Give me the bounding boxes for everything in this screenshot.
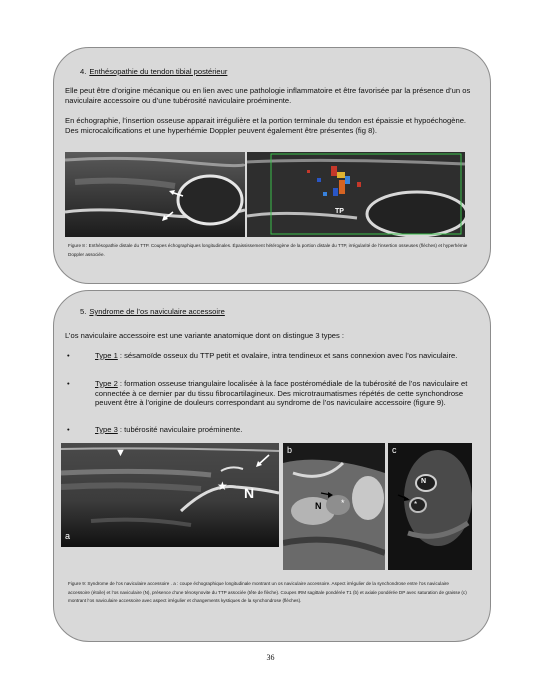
section-4-heading <box>80 67 227 76</box>
bullet-type-3-text: : tubérosité naviculaire proéminente. <box>117 425 243 434</box>
section-5-intro: L’os naviculaire accessoire est une variante anatomique dont on distingue 3 types : <box>65 331 345 340</box>
bullet-type-1 <box>67 351 480 361</box>
figure-9a-n-label: N <box>244 485 255 501</box>
figure-9-caption: Figure 9: Syndrome de l’os naviculaire accessoire . a : coupe échographique longitudinale montrant un os naviculaire accessoire. Aspect irrégulier de la synchondrose entre l’os naviculaire accessoire (étoile) et l’os naviculaire (N), présence d’une ténosynovite du TTP associée (tête de flèche). Coupes IRM sagittale pondérée T1 (b) et axiale pondérée DP avec saturation de graisse (c) montrant l’os naviculaire accessoire avec aspect irrégulier et changements kystiques de la synchondrose (flèches). <box>68 581 467 603</box>
bullet-type-2-text: : formation osseuse triangulaire localisée à la face postéromédiale de la tubérosité de l’os naviculaire et connectée à ce dernier par du tissu fibrocartilagineux. Des microtraumatismes répétés de cette synchondrose peuvent être à l’origine de douleurs correspondant au syndrome de l’os naviculaire accessoire (figure 9). <box>95 379 468 408</box>
section-5-title: Syndrome de l’os naviculaire accessoire <box>89 307 225 316</box>
bullet-dot: • <box>67 379 70 388</box>
bullet-dot: • <box>67 425 70 434</box>
bullet-type-1-label: Type 1 <box>95 351 118 360</box>
section-5-heading <box>80 307 225 316</box>
figure-9a-star-icon: ★ <box>217 479 228 493</box>
bullet-type-1-text: : sésamoïde osseux du TTP petit et ovalaire, intra tendineux et sans connexion avec l’os naviculaire. <box>117 351 458 360</box>
figure-9a-letter: a <box>65 531 71 541</box>
bullet-dot: • <box>67 351 70 360</box>
figure-9c-mri-axial <box>388 443 472 570</box>
figure-8-ultrasound-doppler <box>247 152 465 237</box>
section-5-number: 5. <box>80 307 87 316</box>
figure-9c-n-label: N <box>421 478 427 485</box>
figure-9a-arrowhead-icon: ▼ <box>115 447 126 459</box>
section-4-title: Enthésopathie du tendon tibial postérieur <box>89 67 228 76</box>
figure-8-tp-label: TP <box>335 208 344 215</box>
figure-9c-letter: c <box>392 445 397 455</box>
section-4-paragraph-2: En échographie, l’insertion osseuse apparait irrégulière et la portion terminale du tendon est épaissie et hypoéchogène. Des microcalcifications et une hyperhémie Doppler peuvent également être présentes (fig 8). <box>65 116 467 135</box>
figure-9b-letter: b <box>287 445 293 455</box>
figure-9b-n-label: N <box>315 501 322 511</box>
figure-9b-mri-sagittal <box>283 443 385 570</box>
figure-9c-star-label: * <box>414 500 418 509</box>
bullet-type-3-label: Type 3 <box>95 425 118 434</box>
figure-8-ultrasound-left <box>65 152 245 237</box>
bullet-type-2 <box>67 379 480 408</box>
bullet-type-3 <box>67 425 480 435</box>
figure-9b-star-label: * <box>341 498 345 508</box>
section-4-paragraph-1: Elle peut être d’origine mécanique ou en lien avec une pathologie inflammatoire et être favorisée par la présence d’un os naviculaire accessoire ou d’une tubérosité naviculaire proéminente. <box>65 86 471 105</box>
figure-9a-ultrasound <box>61 443 279 547</box>
section-4-number: 4. <box>80 67 87 76</box>
page-number: 36 <box>266 653 275 662</box>
bullet-type-2-label: Type 2 <box>95 379 118 388</box>
figure-8-caption: Figure 8 : Enthésopathie distale du TTP. Coupes échographiques longitudinales. Épaississement hétérogène de la portion distale du TTP, irrégularité de l’insertion osseuses (flèches) et hyperhémie Doppler associée. <box>68 243 468 257</box>
